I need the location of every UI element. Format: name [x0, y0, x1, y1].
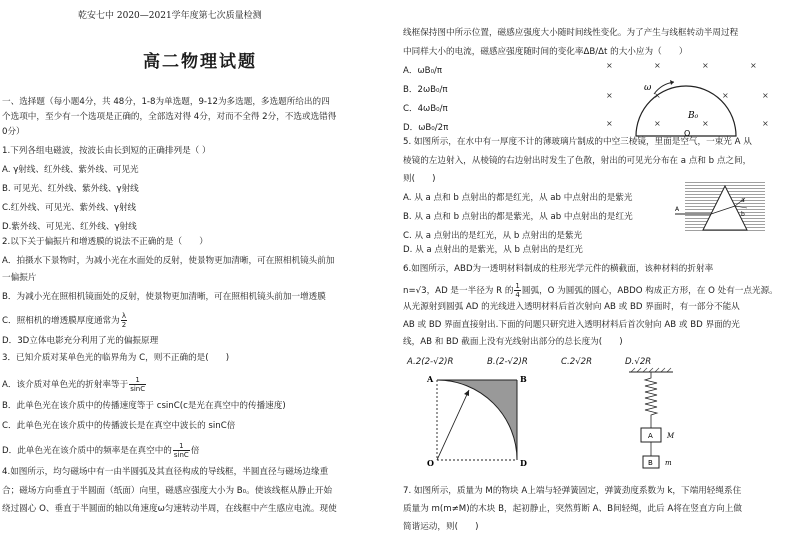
label-d: D [520, 458, 527, 468]
q5-stem-line: 则( ) [403, 174, 436, 184]
label-b: B [648, 459, 653, 467]
q4-stem-line: 4.如图所示，均匀磁场中有一由半圆弧及其直径构成的导线框，半圆直径与磁场边缘重 [2, 467, 329, 477]
q2-option-c-text: C．照相机的增透膜厚度通常为 [2, 316, 120, 326]
fraction-numerator: λ [121, 312, 127, 320]
q4-semicircle-figure [596, 56, 786, 138]
q4-stem-line: 合；磁场方向垂直于半圆面（纸面）向里，磁感应强度大小为 B₀。使该线框从静止开始 [2, 486, 333, 496]
cross-mark: × [762, 91, 769, 100]
cross-mark: × [606, 61, 613, 70]
q7-stem-line: 7. 如图所示，质量为 M的物块 A上端与轻弹簧固定，弹簧劲度系数为 k，下端用轻绳系住 [403, 486, 742, 496]
fraction-denominator: sinC [173, 451, 189, 459]
o-label: O [684, 129, 691, 138]
fraction [173, 442, 190, 459]
q6-stem-line: 从光源射到圆弧 AD 的光线进入透明材料后首次射向 AB 或 BD 界面时，有一部分不能从 [403, 302, 740, 312]
q3-option-a-text: A．该介质对单色光的折射率等于 [2, 380, 129, 390]
label-m-lower: m [665, 459, 672, 467]
q6-option: C.2√2R [561, 357, 593, 367]
q5-option: D. 从 a 点射出的是紫光，从 b 点射出的是红光 [403, 245, 583, 255]
spring [645, 372, 657, 428]
q6-stem-line [403, 282, 778, 299]
label-m-upper: M [667, 432, 675, 440]
exam-header: 乾安七中 2020—2021学年度第七次质量检测 [78, 11, 262, 21]
q4-option: A．ωB₀/π [403, 66, 443, 76]
q4-stem-line: 绕过圆心 O、垂直于半圆面的轴以角速度ω匀速转动半周，在线框中产生感应电流。现使 [2, 504, 337, 514]
q5-stem-line: 棱镜的左边射入，从棱镜的右边射出时发生了色散，射出的可见光分布在 a 点和 b 点之间， [403, 156, 752, 166]
fraction-denominator: 4 [515, 291, 520, 299]
q3-option-d [2, 442, 199, 459]
section-heading: 一、选择题（每小题4分，共 48分，1-8为单选题，9-12为多选题，多选题所给出的四 [2, 97, 330, 107]
label-a: a [741, 197, 745, 204]
q2-option-b: B．为减小光在照相机镜面处的反射，使景物更加清晰，可在照相机镜头前加一增透膜 [2, 292, 326, 302]
q2-option-d: D．3D立体电影充分利用了光的偏振原理 [2, 336, 159, 346]
q3-stem: 3．已知介质对某单色光的临界角为 C，则不正确的是( ) [2, 353, 230, 363]
q5-stem-line: 5. 如图所示，在水中有一厚度不计的薄玻璃片制成的中空三棱镜，里面是空气，一束光 A 从 [403, 137, 752, 147]
fraction-denominator: 2 [121, 321, 127, 329]
q6-option: B.(2-√2)R [487, 357, 528, 367]
q6-stem-line: 线，AB 和 BD 截面上没有光线射出部分的总长度为( ) [403, 337, 623, 347]
cross-mark: × [654, 119, 661, 128]
q5-option: A. 从 a 点和 b 点射出的都是红光，从 ab 中点射出的是紫光 [403, 193, 633, 203]
fraction [129, 376, 146, 393]
q3-option-b: B．此单色光在该介质中的传播速度等于 csinC(c是光在真空中的传播速度) [2, 401, 286, 411]
label-b: B [520, 374, 527, 384]
q6-text: n=√3，AD 是一半径为 R 的 [403, 286, 514, 296]
q6-stem-line: AB 或 BD 界面直接射出.下面的问题只研究进入透明材料后首次射向 AB 或 BD 界面的光 [403, 320, 740, 330]
fraction-numerator: 1 [515, 282, 520, 290]
cross-mark: × [606, 91, 613, 100]
label-a: A [427, 374, 434, 384]
q3-option-a [2, 376, 147, 393]
cross-mark: × [654, 61, 661, 70]
section-heading: 0分） [2, 127, 25, 137]
cross-mark: × [702, 119, 709, 128]
q2-option-a: A．拍摄水下景物时，为减小光在水面处的反射，使景物更加清晰，可在照相机镜头前加 [2, 256, 335, 266]
q2-option-a: 一偏振片 [2, 273, 37, 283]
fraction-numerator: 1 [129, 376, 146, 385]
cross-mark: × [606, 119, 613, 128]
fraction-denominator: sinC [130, 385, 146, 393]
q4-stem-line: 线框保持图中所示位置，磁感应强度大小随时间线性变化。为了产生与线框转动半周过程 [403, 28, 739, 38]
q4-option: B．2ωB₀/π [403, 85, 448, 95]
label-o: O [427, 458, 434, 468]
section-heading: 个选项中，至少有一个选项是正确的，全部选对得 4分，对而不全得 2分，不选或选错得 [2, 112, 337, 122]
q6-quarter-circle-figure [423, 372, 533, 468]
q5-option: C. 从 a 点射出的是红光，从 b 点射出的是紫光 [403, 231, 583, 241]
q5-option: B. 从 a 点和 b 点射出的都是紫光，从 ab 中点射出的是红光 [403, 212, 633, 222]
q5-prism-figure [675, 178, 767, 234]
cross-mark: × [762, 119, 769, 128]
b0-label: B₀ [688, 111, 699, 121]
q1-option: D.紫外线、可见光、红外线、γ射线 [2, 222, 137, 232]
q1-option: C.红外线、可见光、紫外线、γ射线 [2, 203, 137, 213]
fraction [121, 312, 127, 329]
cross-mark: × [654, 91, 661, 100]
arrow-head [670, 80, 674, 85]
label-A: A [675, 206, 680, 213]
light-ray [437, 390, 469, 460]
page-title: 高二物理试题 [143, 52, 257, 72]
q6-stem-line: 6.如图所示，ABD为一透明材料制成的柱形光学元件的横截面，该种材料的折射率 [403, 264, 714, 274]
shaded-region [437, 380, 517, 460]
omega-label: ω [644, 83, 652, 93]
fraction [514, 282, 520, 299]
q3-option-d-text: D．此单色光在该介质中的频率是在真空中的 [2, 446, 172, 456]
q4-option: D．ωB₀/2π [403, 123, 449, 133]
cross-mark: × [750, 61, 757, 70]
label-a: A [648, 432, 653, 440]
label-b: b [741, 211, 745, 218]
q2-stem: 2.以下关于偏振片和增透膜的说法不正确的是（ ） [2, 237, 208, 247]
q3-option-c: C．此单色光在该介质中的传播波长是在真空中波长的 sinC倍 [2, 421, 236, 431]
q7-spring-figure [623, 366, 683, 474]
q7-stem-line: 质量为 m(m≠M)的木块 B，起初静止，突然剪断 A、B间轻绳，此后 A将在竖直方向上做 [403, 504, 742, 514]
q6-option: D.√2R [625, 357, 652, 367]
cross-mark: × [722, 91, 729, 100]
q1-option: B. 可见光、红外线、紫外线、γ射线 [2, 184, 139, 194]
q3-option-d-suffix: 倍 [190, 446, 200, 456]
q4-option: C．4ωB₀/π [403, 104, 448, 114]
q1-stem: 1.下列各组电磁波，按波长由长到短的正确排列是（ ） [2, 146, 211, 156]
fraction-numerator: 1 [173, 442, 190, 451]
q4-stem-line: 中同样大小的电流，磁感应强度随时间的变化率ΔB/Δt 的大小应为（ ） [403, 47, 688, 57]
q6-option: A.2(2-√2)R [407, 357, 454, 367]
ceiling-hatch [631, 368, 671, 372]
q2-option-c [2, 312, 128, 329]
q6-text: 圆弧，O 为圆弧的圆心，ABDO 构成正方形，在 O 处有一点光源。 [521, 286, 778, 296]
cross-mark: × [702, 61, 709, 70]
q7-stem-line: 简谐运动，则( ) [403, 522, 479, 532]
q1-option: A. γ射线、红外线、紫外线、可见光 [2, 165, 139, 175]
